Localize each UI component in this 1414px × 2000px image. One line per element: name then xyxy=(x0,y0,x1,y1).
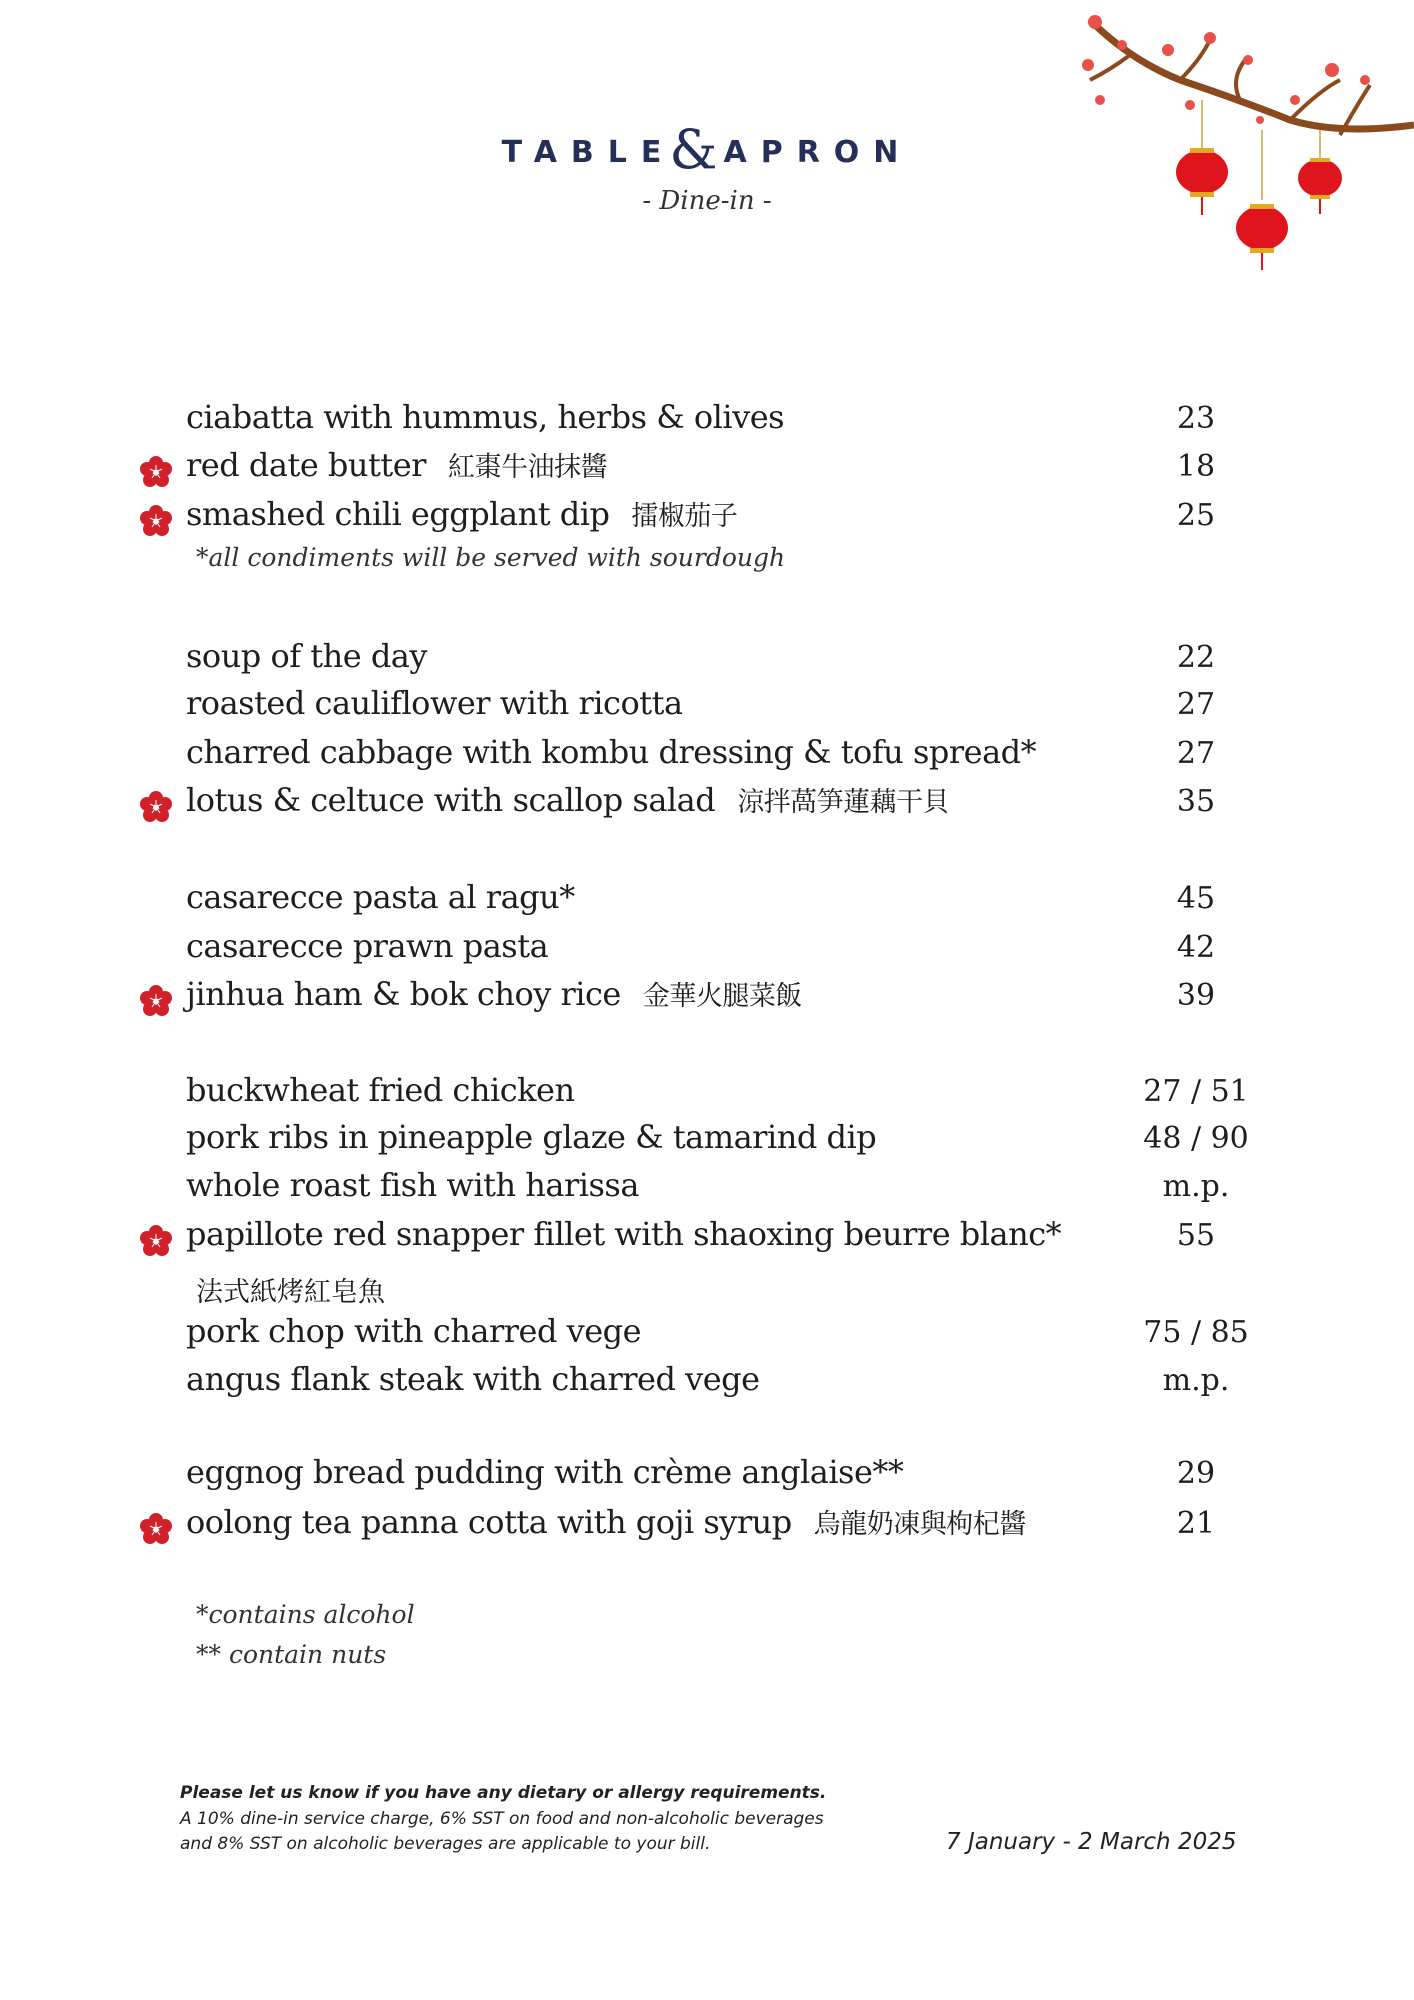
item-name xyxy=(186,974,802,1013)
legend-alcohol: *contains alcohol xyxy=(196,1600,415,1629)
menu-item xyxy=(186,925,1266,965)
item-price: 29 xyxy=(1176,1456,1216,1491)
item-price: 75 / 85 xyxy=(1143,1315,1249,1350)
item-price: 21 xyxy=(1176,1506,1216,1541)
item-name-zh: 擂椒茄子 xyxy=(631,501,738,532)
item-name xyxy=(186,445,607,484)
menu-item xyxy=(186,396,1266,436)
menu-item xyxy=(186,444,1266,484)
item-name-en: casarecce pasta al ragu* xyxy=(186,878,575,916)
menu-item xyxy=(186,1164,1266,1204)
item-price: 55 xyxy=(1176,1218,1216,1253)
brand-right: APRON xyxy=(723,135,913,170)
item-name-zh: 烏龍奶凍與枸杞醬 xyxy=(813,1509,1026,1540)
item-name xyxy=(186,1071,575,1109)
legend-nuts: ** contain nuts xyxy=(196,1640,387,1669)
item-name xyxy=(186,1502,1026,1541)
menu-item xyxy=(186,493,1266,533)
item-name xyxy=(186,1215,1061,1253)
item-name xyxy=(186,1453,903,1491)
menu-subtitle: - Dine-in - xyxy=(642,186,772,216)
item-name-zh: 紅棗牛油抹醬 xyxy=(447,452,607,483)
charges-line-2: and 8% SST on alcoholic beverages are applicable to your bill. xyxy=(180,1834,711,1854)
menu-item xyxy=(186,973,1266,1013)
item-price: 18 xyxy=(1176,449,1216,484)
item-name-en: lotus & celtuce with scallop salad xyxy=(186,781,716,819)
item-name-zh: 涼拌萵笋蓮藕干貝 xyxy=(737,787,950,818)
menu-item xyxy=(186,876,1266,916)
item-price: 27 / 51 xyxy=(1143,1074,1249,1109)
plum-blossom-icon xyxy=(140,505,172,537)
item-name-en: angus flank steak with charred vege xyxy=(186,1360,760,1398)
item-name xyxy=(186,780,949,819)
item-price: 35 xyxy=(1176,784,1216,819)
item-price: 48 / 90 xyxy=(1143,1121,1249,1156)
menu-item xyxy=(186,1069,1266,1109)
item-price: 27 xyxy=(1176,687,1216,722)
item-name xyxy=(186,1360,760,1398)
item-price: 27 xyxy=(1176,736,1216,771)
item-name-en: ciabatta with hummus, herbs & olives xyxy=(186,398,785,436)
item-name-en: casarecce prawn pasta xyxy=(186,927,549,965)
item-name xyxy=(186,733,1036,771)
menu-item xyxy=(186,682,1266,722)
charges-line-1: A 10% dine-in service charge, 6% SST on food and non-alcoholic beverages xyxy=(180,1809,824,1829)
item-name-en: whole roast fish with harissa xyxy=(186,1166,639,1204)
section-note: *all condiments will be served with sourdough xyxy=(196,543,786,572)
menu-item xyxy=(186,1310,1266,1350)
menu-validity-dates: 7 January - 2 March 2025 xyxy=(946,1829,1237,1855)
item-name-en: smashed chili eggplant dip xyxy=(186,495,610,533)
blossom-branch-lanterns-decoration xyxy=(1070,0,1414,280)
item-price: 22 xyxy=(1176,640,1216,675)
item-price: 25 xyxy=(1176,498,1216,533)
menu-item xyxy=(186,779,1266,819)
item-name-en: buckwheat fried chicken xyxy=(186,1071,575,1109)
menu-item xyxy=(186,731,1266,771)
item-name-en: oolong tea panna cotta with goji syrup xyxy=(186,1503,792,1541)
plum-blossom-icon xyxy=(140,791,172,823)
item-name-en: roasted cauliflower with ricotta xyxy=(186,684,683,722)
allergy-notice: Please let us know if you have any dietary or allergy requirements. xyxy=(180,1783,827,1803)
plum-blossom-icon xyxy=(140,456,172,488)
menu-item xyxy=(186,1501,1266,1541)
item-name xyxy=(186,1118,876,1156)
item-name-en: pork chop with charred vege xyxy=(186,1312,642,1350)
item-name-en: red date butter xyxy=(186,446,426,484)
item-name-en: soup of the day xyxy=(186,637,427,675)
plum-blossom-icon xyxy=(140,985,172,1017)
item-name xyxy=(186,1312,641,1350)
item-name xyxy=(186,878,575,916)
item-price: 42 xyxy=(1176,930,1216,965)
item-price: 45 xyxy=(1176,881,1216,916)
item-name-en: pork ribs in pineapple glaze & tamarind dip xyxy=(186,1118,877,1156)
menu-item xyxy=(186,1116,1266,1156)
menu-item xyxy=(186,1213,1266,1253)
menu-item xyxy=(186,635,1266,675)
item-name-zh: 金華火腿菜飯 xyxy=(642,981,802,1012)
plum-blossom-icon xyxy=(140,1225,172,1257)
item-name-en: eggnog bread pudding with crème anglaise** xyxy=(186,1453,904,1491)
brand-ampersand: & xyxy=(669,118,718,181)
plum-blossom-icon xyxy=(140,1513,172,1545)
item-name xyxy=(186,398,784,436)
menu-item xyxy=(186,1358,1266,1398)
item-price: m.p. xyxy=(1162,1363,1230,1398)
item-name xyxy=(186,927,548,965)
menu-item xyxy=(186,1451,1266,1491)
item-price: m.p. xyxy=(1162,1169,1230,1204)
item-name xyxy=(186,1166,639,1204)
item-name-zh: 法式紙烤紅皂魚 xyxy=(196,1277,385,1308)
item-price: 39 xyxy=(1176,978,1216,1013)
item-name-en: charred cabbage with kombu dressing & tofu spread* xyxy=(186,733,1037,771)
item-name xyxy=(186,494,737,533)
item-name-en: jinhua ham & bok choy rice xyxy=(186,975,621,1013)
brand-left: TABLE xyxy=(501,135,676,170)
item-name-en: papillote red snapper fillet with shaoxing beurre blanc* xyxy=(186,1215,1062,1253)
item-name xyxy=(186,637,427,675)
item-name xyxy=(186,684,683,722)
item-price: 23 xyxy=(1176,401,1216,436)
